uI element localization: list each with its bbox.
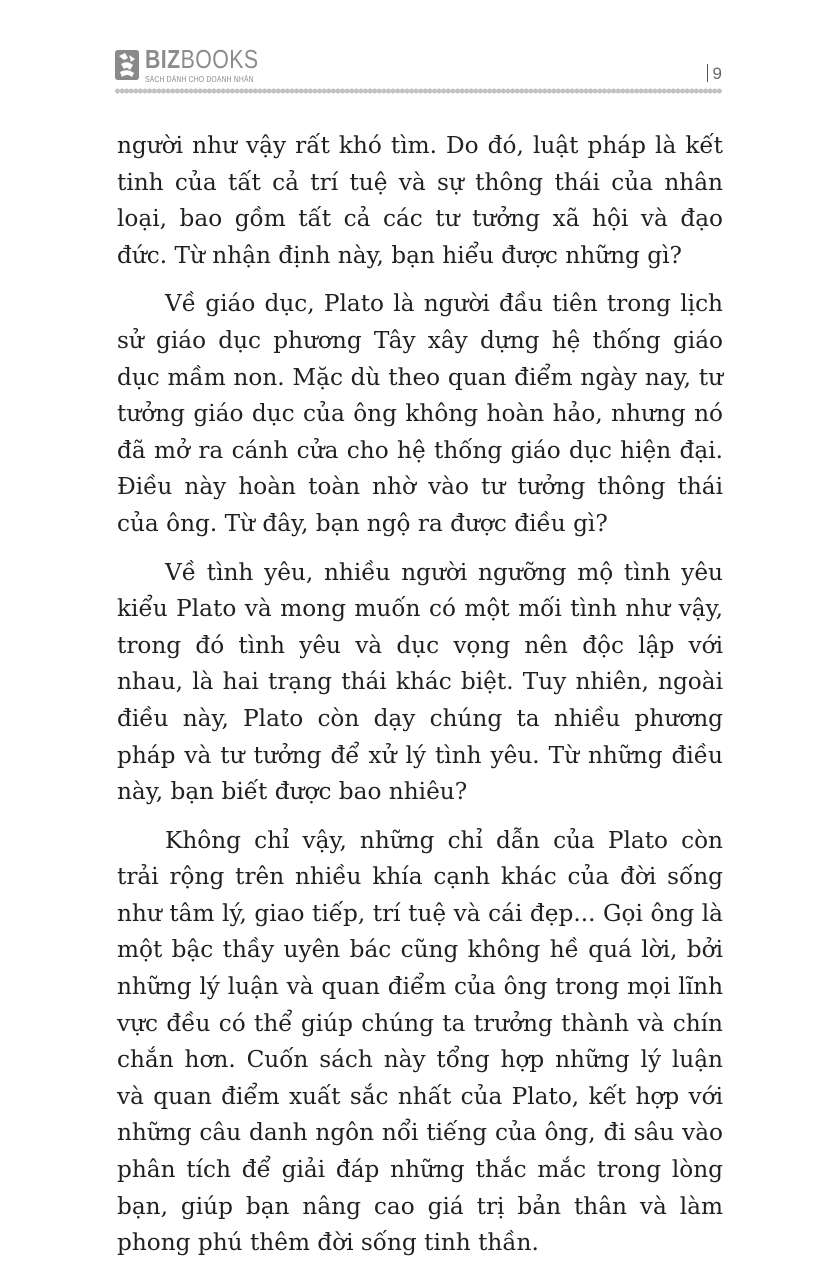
paragraph: người như vậy rất khó tìm. Do đó, luật pháp là kết tinh của tất cả trí tuệ và sự thông thái của nhân loại, bao gồm tất cả các tư tưởng xã hội và đạo đức. Từ nhận định này, bạn hiểu được những gì?	[117, 132, 723, 269]
logo	[145, 46, 283, 84]
page-number-divider	[707, 64, 708, 82]
logo-brand-bold: BIZ	[145, 44, 181, 74]
page-header	[115, 46, 722, 98]
paragraph: Về tình yêu, nhiều người ngưỡng mộ tình yêu kiểu Plato và mong muốn có một mối tình như vậy, trong đó tình yêu và dục vọng nên độc lập với nhau, là hai trạng thái khác biệt. Tuy nhiên, ngoài điều này, Plato còn dạy chúng ta nhiều phương pháp và tư tưởng để xử lý tình yêu. Từ những điều này, bạn biết được bao nhiêu?	[117, 558, 723, 806]
logo-brand-light: BOOKS	[180, 44, 259, 74]
paragraph: Không chỉ vậy, những chỉ dẫn của Plato còn trải rộng trên nhiều khía cạnh khác của đời sống như tâm lý, giao tiếp, trí tuệ và cái đẹp... Gọi ông là một bậc thầy uyên bác cũng không hề quá lời, bởi những lý luận và quan điểm của ông trong mọi lĩnh vực đều có thể giúp chúng ta trưởng thành và chín chắn hơn. Cuốn sách này tổng hợp những lý luận và quan điểm xuất sắc nhất của Plato, kết hợp với những câu danh ngôn nổi tiếng của ông, đi sâu vào phân tích để giải đáp những thắc mắc trong lòng bạn, giúp bạn nâng cao giá trị bản thân và làm phong phú thêm đời sống tinh thần.	[117, 826, 723, 1257]
logo-tagline: SÁCH DÀNH CHO DOANH NHÂN	[145, 75, 254, 84]
header-dotted-rule	[115, 88, 722, 94]
logo-brand	[145, 46, 258, 72]
paragraph: Về giáo dục, Plato là người đầu tiên trong lịch sử giáo dục phương Tây xây dựng hệ thống giáo dục mầm non. Mặc dù theo quan điểm ngày nay, tư tưởng giáo dục của ông không hoàn hảo, nhưng nó đã mở ra cánh cửa cho hệ thống giáo dục hiện đại. Điều này hoàn toàn nhờ vào tư tưởng thông thái của ông. Từ đây, bạn ngộ ra được điều gì?	[117, 290, 723, 537]
page-number-value: 9	[712, 64, 722, 83]
bizbooks-logo-icon	[115, 50, 139, 80]
page-body	[117, 128, 723, 1274]
page-number	[707, 64, 722, 84]
